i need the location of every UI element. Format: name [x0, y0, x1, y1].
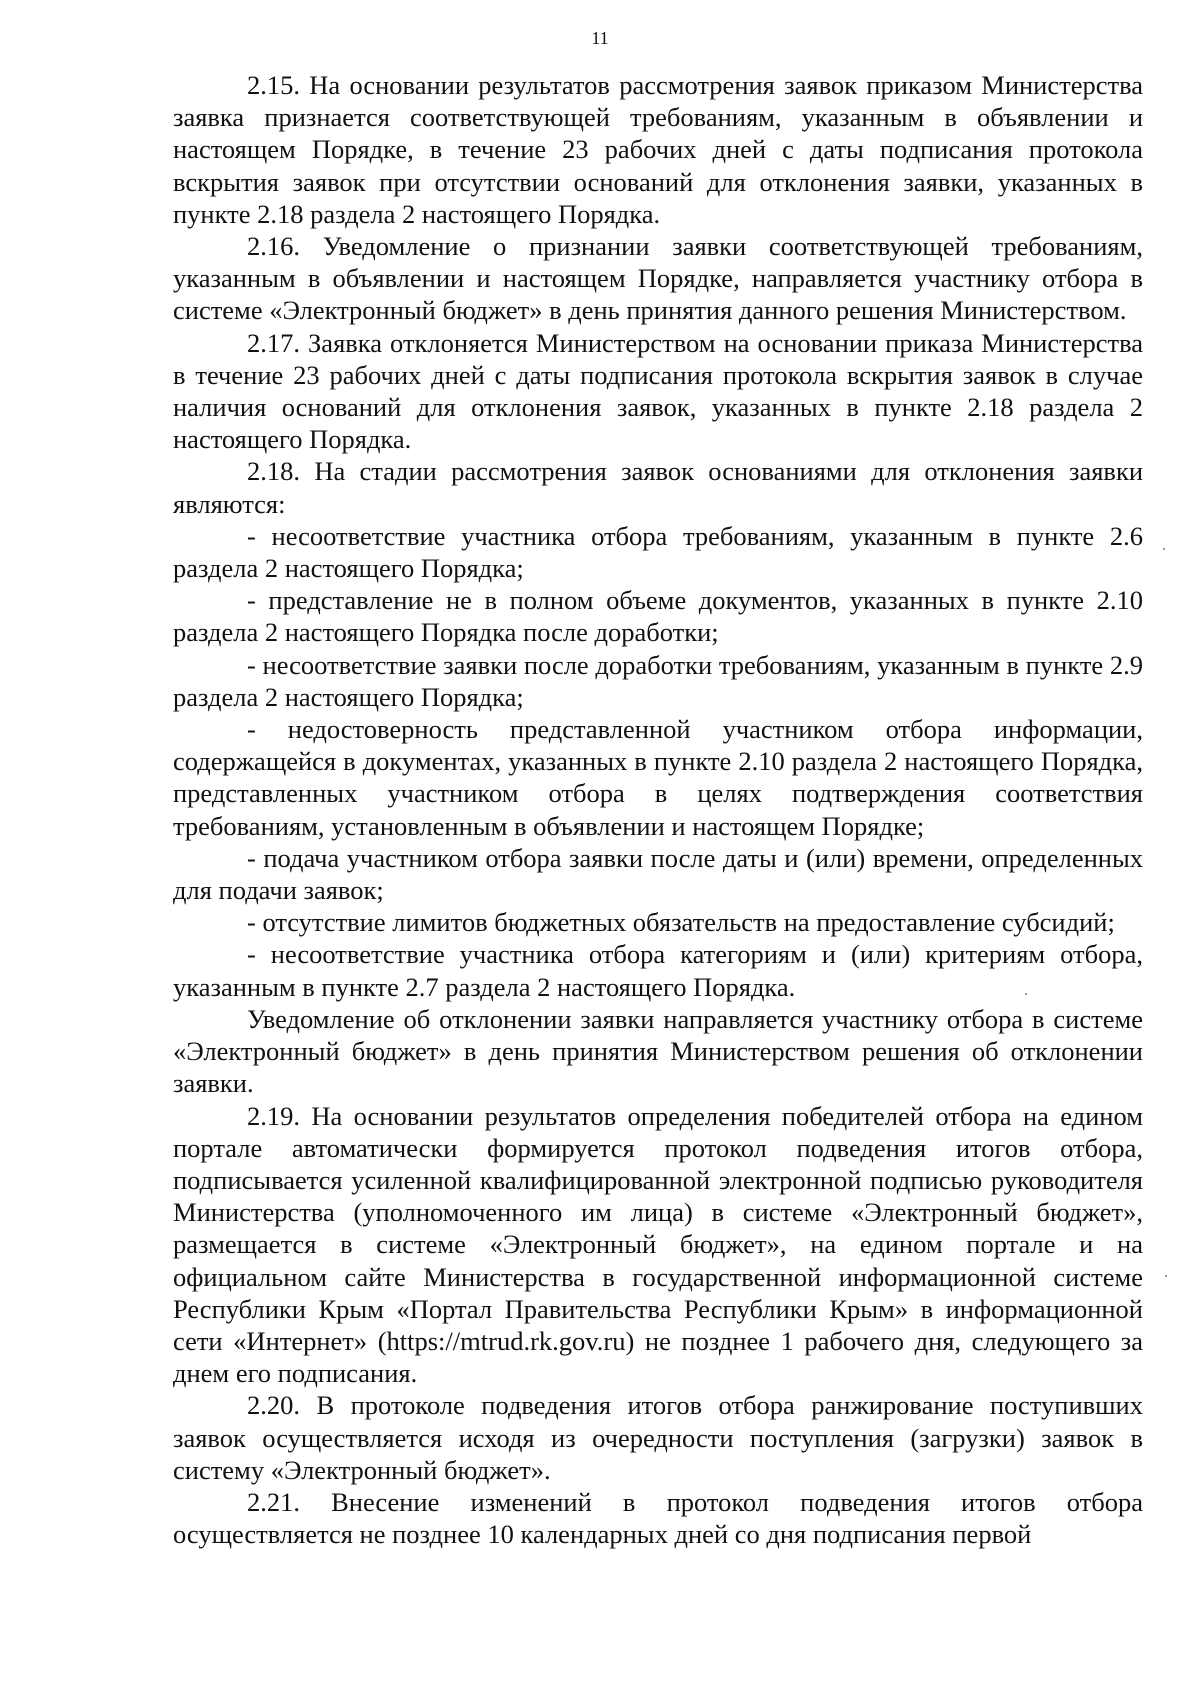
paragraph-2-17: 2.17. Заявка отклоняется Министерством на основании приказа Министерства в течение 23 рабочих дней с даты подписания протокола вскрытия заявок в случае наличия оснований для отклонения заявок, указанных в пункте 2.18 раздела 2 настоящего Порядка. [173, 327, 1143, 455]
paragraph-2-21: 2.21. Внесение изменений в протокол подведения итогов отбора осуществляется не позднее 10 календарных дней со дня подписания первой [173, 1486, 1143, 1550]
paragraph-rejection-notice: Уведомление об отклонении заявки направляется участнику отбора в системе «Электронный бюджет» в день принятия Министерством решения об отклонении заявки. [173, 1003, 1143, 1099]
list-item-2-18-1: - несоответствие участника отбора требованиям, указанным в пункте 2.6 раздела 2 настоящего Порядка; [173, 520, 1143, 584]
scan-speck [1025, 993, 1027, 995]
scan-speck [1165, 1275, 1167, 1277]
paragraph-2-18: 2.18. На стадии рассмотрения заявок основаниями для отклонения заявки являются: [173, 456, 1143, 519]
paragraph-2-15: 2.15. На основании результатов рассмотрения заявок приказом Министерства заявка признается соответствующей требованиям, указанным в объявлении и настоящем Порядке, в течение 23 рабочих дней с даты подписания протокола вскрытия заявок при отсутствии оснований для отклонения заявки, указанных в пункте 2.18 раздела 2 настоящего Порядка. [173, 70, 1143, 229]
list-item-2-18-6: - отсутствие лимитов бюджетных обязательств на предоставление субсидий; [247, 907, 1115, 938]
list-item-2-18-5: - подача участником отбора заявки после даты и (или) времени, определенных для подачи заявок; [173, 842, 1143, 906]
page-number: 11 [591, 28, 609, 48]
list-item-2-18-2: - представление не в полном объеме документов, указанных в пункте 2.10 раздела 2 настоящего Порядка после доработки; [173, 585, 1143, 648]
list-item-2-18-7: - несоответствие участника отбора категориям и (или) критериям отбора, указанным в пункте 2.7 раздела 2 настоящего Порядка. [173, 939, 1143, 1002]
paragraph-2-19: 2.19. На основании результатов определения победителей отбора на едином портале автоматически формируется протокол подведения итогов отбора, подписывается усиленной квалифицированной электронной подписью руководителя Министерства (уполномоченного им лица) в системе «Электронный бюджет», размещается в системе «Электронный бюджет», на едином портале и на официальном сайте Министерства в государственной информационной системе Республики Крым «Портал Правительства Республики Крым» в информационной сети «Интернет» (https://mtrud.rk.gov.ru) не позднее 1 рабочего дня, следующего за днем его подписания. [173, 1100, 1143, 1389]
list-item-2-18-4: - недостоверность представленной участником отбора информации, содержащейся в документах, указанных в пункте 2.10 раздела 2 настоящего Порядка, представленных участником отбора в целях подтверждения соответствия требованиям, установленным в объявлении и настоящем Порядке; [173, 714, 1143, 841]
paragraph-2-20: 2.20. В протоколе подведения итогов отбора ранжирование поступивших заявок осуществляется исходя из очередности поступления (загрузки) заявок в систему «Электронный бюджет». [173, 1390, 1143, 1485]
scan-speck [1163, 548, 1165, 550]
paragraph-2-16: 2.16. Уведомление о признании заявки соответствующей требованиям, указанным в объявлении и настоящем Порядке, направляется участнику отбора в системе «Электронный бюджет» в день принятия данного решения Министерством. [173, 231, 1143, 326]
document-body [173, 69, 1143, 1550]
list-item-2-18-3: - несоответствие заявки после доработки требованиям, указанным в пункте 2.9 раздела 2 настоящего Порядка; [173, 649, 1143, 712]
